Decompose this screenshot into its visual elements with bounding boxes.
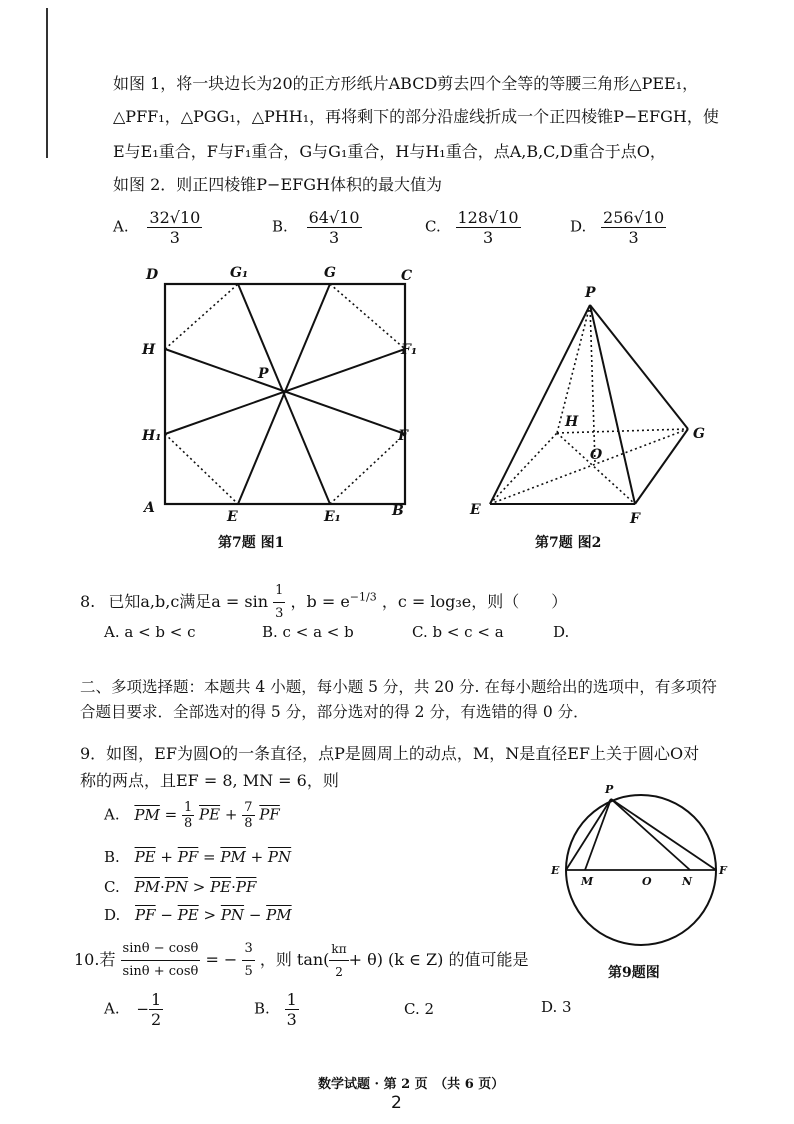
option-label: C. [104,878,120,896]
q7-line-4: 如图 2．则正四棱锥P−EFGH体积的最大值为 [113,175,442,194]
label-f: F [630,511,640,527]
q7-figure-2 [460,278,730,528]
q7-option-a[interactable] [113,208,202,247]
q10-fraction: $\frac{\sin\theta - \cos\theta}{\sin\theta + \cos\theta}$ [121,938,201,983]
label-p: P [605,783,614,796]
q10-option-d[interactable]: D. 3 [541,998,572,1016]
footer-page-info: 数学试题 · 第 2 页 （共 6 页） [318,1077,505,1092]
label-d: D [146,267,159,283]
q9-option-b[interactable]: B. $\overline{PE} + \overline{PF} = \overline{PM} + \overline{PN}$ [104,848,292,866]
label-f: F [719,864,727,877]
q9-line-1: 9．如图，EF为圆O的一条直径，点P是圆周上的动点，M，N是直径EF上关于圆心O对 [80,744,700,763]
q9-option-d[interactable]: D. $\overline{PF} - \overline{PE} > \overline{PN} - \overline{PM}$ [104,906,292,924]
label-a: A [144,500,155,516]
q8-option-a[interactable]: A. a < b < c [104,623,196,641]
q8-option-b[interactable]: B. c < a < b [262,623,354,641]
q10-number: 10.若 [74,950,116,969]
q9-option-a[interactable]: A. $\overline{PM}$ = $\frac{1}{8}$ $\overline{PE}$ + $\frac{7}{8}$ $\overline{PF}$ [104,800,280,831]
label-o: O [642,875,652,888]
label-g1: G₁ [230,265,249,281]
q8-exponent: −1/3 [349,590,377,604]
option-fraction: $\frac{128√10}{3}$ [457,208,519,247]
label-g: G [324,265,336,281]
option-label: B. [272,217,288,236]
q7-option-d[interactable] [570,208,666,247]
q8-number: 8. [80,592,96,611]
q8-option-d[interactable]: D. [553,623,570,641]
option-label: A. [104,805,120,824]
label-h: H [565,414,579,430]
option-label: B. [254,999,270,1018]
label-e1: E₁ [324,509,341,525]
q8-stem-b: ，b = e [290,592,350,611]
option-label: A. [104,999,120,1018]
q10-option-b[interactable]: B. $\frac{1}{3}$ [254,990,297,1029]
q7-line-3: E与E₁重合，F与F₁重合，G与G₁重合，H与H₁重合，点A,B,C,D重合于点O， [113,142,666,161]
section-2-heading-line-2: 合题目要求．全部选对的得 5 分，部分选对的得 2 分，有选错的得 0 分． [80,703,589,721]
q9-figure [545,768,735,968]
label-c: C [401,268,413,284]
q8-stem-a: 已知a,b,c满足a = sin [108,592,269,611]
q10-option-a[interactable]: A. − $\frac{1}{2}$ [104,990,162,1029]
label-e: E [227,509,238,525]
q8-option-c[interactable]: C. b < c < a [412,623,504,641]
label-b: B [392,503,404,519]
option-label: D. [104,906,121,924]
q7-option-c[interactable] [425,208,521,247]
q8-stem-c: ，c = log₃e，则（ ） [381,592,568,611]
option-fraction: $\frac{256√10}{3}$ [603,208,665,247]
q10-option-c[interactable]: C. 2 [404,1000,435,1018]
q7-figure-2-caption: 第7题 图2 [535,535,602,551]
label-h1: H₁ [142,428,162,444]
q8-stem [80,580,567,625]
q9-option-c[interactable]: C. $\overline{PM}\cdot\overline{PN} > \overline{PE}\cdot\overline{PF}$ [104,878,257,896]
q7-figure-1 [130,262,430,552]
pyramid-solid-edges [490,305,688,504]
label-m: M [581,875,594,888]
label-p: P [258,366,269,382]
option-label: D. [570,217,587,236]
option-label: A. [113,217,129,236]
q10-stem: 10.若 $\frac{\sin\theta - \cos\theta}{\sin\theta + \cos\theta}$ = − $\frac{3}{5}$ ，则 tan( $\frac{k\pi}{2}$ + θ) (k ∈ Z) 的值可能是 [74,938,528,983]
option-fraction: $\frac{64√10}{3}$ [308,208,360,247]
label-n: N [682,875,693,888]
label-g: G [693,426,705,442]
option-label: C. [425,217,441,236]
q7-line-2: △PFF₁，△PGG₁，△PHH₁，再将剩下的部分沿虚线折成一个正四棱锥P−EFGH，使 [113,107,719,126]
label-o: O [590,447,603,463]
label-p: P [585,285,596,301]
page-number: 2 [391,1093,402,1113]
label-f1: F₁ [401,342,418,358]
q9-figure-caption: 第9题图 [608,965,660,981]
label-e: E [551,864,560,877]
q8-fraction: $\frac{1}{3}$ [273,580,285,625]
q7-figure-1-caption: 第7题 图1 [218,535,285,551]
q7-option-b[interactable] [272,208,362,247]
option-label: B. [104,848,120,866]
label-e: E [470,502,481,518]
label-h: H [142,342,156,358]
pyramid-hidden-edges [490,305,688,504]
section-2-heading-line-1: 二、多项选择题：本题共 4 小题，每小题 5 分，共 20 分. 在每小题给出的选项中，有多项符 [80,678,717,696]
chord-lines [566,799,716,870]
q7-line-1: 如图 1，将一块边长为20的正方形纸片ABCD剪去四个全等的等腰三角形△PEE₁， [113,74,699,93]
label-f: F [398,428,408,444]
q9-line-2: 称的两点，且EF = 8, MN = 6，则 [80,771,339,790]
margin-scan-line [46,8,48,158]
option-fraction: $\frac{32√10}{3}$ [149,208,201,247]
